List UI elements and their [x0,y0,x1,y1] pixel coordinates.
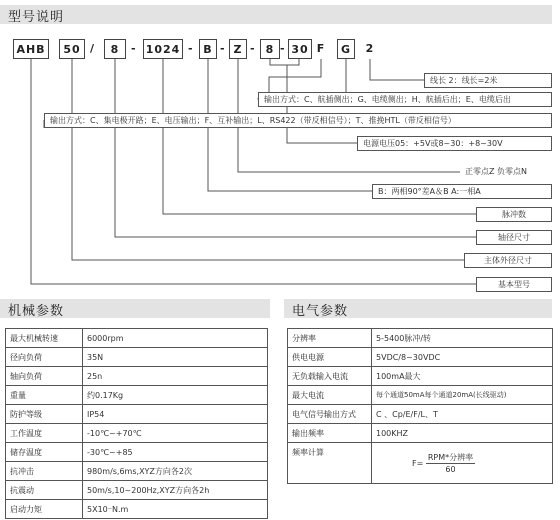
param-key: 输出频率 [288,424,372,443]
param-key: 轴向负荷 [6,367,83,386]
label-shaft-diameter: 轴径尺寸 [476,230,552,245]
table-row [288,424,553,443]
param-key: 抗冲击 [6,462,83,481]
param-value: 6000rpm [83,329,268,348]
table-row [288,329,553,348]
param-value: 每个通道50mA每个通道20mA(长线驱动) [372,386,553,405]
table-row [6,481,268,500]
param-value: 25n [83,367,268,386]
table-row [6,386,268,405]
table-row [288,386,553,405]
param-key: 径向负荷 [6,348,83,367]
code-box-phase: B [199,39,217,59]
table-row [288,348,553,367]
label-outlet-type: 输出方式：C、航插侧出；G、电缆侧出；H、航插后出；E、电缆后出 [258,92,552,107]
table-row [6,500,268,519]
separator: - [280,42,285,55]
param-key: 最大电流 [288,386,372,405]
table-row [6,367,268,386]
mech-section-title: 机械参数 [8,304,65,319]
separator: - [131,42,136,55]
code-box-cable-length: 2 [361,39,379,59]
param-key: 最大机械转速 [6,329,83,348]
param-key: 无负载输入电流 [288,367,372,386]
separator: - [250,42,255,55]
code-box-shaft-diameter: 8 [104,39,126,59]
param-value: IP54 [83,405,268,424]
model-section-title: 型号说明 [8,10,65,25]
table-row [6,329,268,348]
param-key: 启动力矩 [6,500,83,519]
code-box-output-type: F [312,39,330,59]
param-value: -30℃~+85 [83,443,268,462]
table-row [288,367,553,386]
param-key: 防护等级 [6,405,83,424]
code-box-voltage-high: 30 [288,39,312,59]
elec-params-table [287,328,553,484]
param-value: 100mA最大 [372,367,553,386]
label-pulses: 脉冲数 [476,207,552,222]
table-row [6,348,268,367]
code-box-outlet: G [337,39,355,59]
formula-denominator: 60 [445,464,456,474]
mech-params-table [5,328,268,519]
separator: - [188,42,193,55]
code-box-zero: Z [229,39,247,59]
separator: / [90,42,95,55]
code-box-voltage-low: 8 [260,39,280,59]
table-row [6,424,268,443]
param-key: 供电电源 [288,348,372,367]
label-output-type: 输出方式：C、集电极开路；E、电压输出；F、互补输出；L、RS422（带反相信号）；T、推挽HTL（带反相信号） [44,113,552,128]
param-key: 储存温度 [6,443,83,462]
label-zero-point: 正零点Z 负零点N [460,165,552,180]
table-row [288,405,553,424]
formula-numerator: RPM*分辨率 [427,452,474,462]
frequency-formula [372,443,553,484]
separator: - [220,42,225,55]
label-basic-model: 基本型号 [476,277,552,292]
param-value: 5X10⁻N.m [83,500,268,519]
param-value: 约0.17Kg [83,386,268,405]
table-row [6,405,268,424]
param-key: 电气信号输出方式 [288,405,372,424]
param-key: 重量 [6,386,83,405]
param-value: 35N [83,348,268,367]
code-box-series: AHB [13,39,49,59]
label-body-diameter: 主体外径尺寸 [464,253,552,268]
table-row [288,443,553,484]
param-value: 980m/s,6ms,XYZ方向各2次 [83,462,268,481]
elec-section-title: 电气参数 [292,304,349,319]
table-row [6,443,268,462]
label-supply-voltage: 电源电压05：+5V或8~30：+8~30V [357,136,552,151]
param-value: 5-5400脉冲/转 [372,329,553,348]
formula-lhs: F= [412,458,424,468]
param-value: C 、Cp/E/F/L、T [372,405,553,424]
param-key: 频率计算 [288,443,372,484]
param-key: 抗震动 [6,481,83,500]
label-cable-length: 线长 2：线长=2米 [424,73,552,88]
param-key: 分辨率 [288,329,372,348]
param-value: 5VDC/8~30VDC [372,348,553,367]
table-row [6,462,268,481]
code-box-pulses: 1024 [143,39,183,59]
param-value: 100KHZ [372,424,553,443]
param-value: 50m/s,10~200Hz,XYZ方向各2h [83,481,268,500]
label-phase: B：两相90°差A＆B A:一相A [372,184,552,199]
param-key: 工作温度 [6,424,83,443]
param-value: -10℃~+70℃ [83,424,268,443]
code-box-body-diameter: 50 [59,39,85,59]
